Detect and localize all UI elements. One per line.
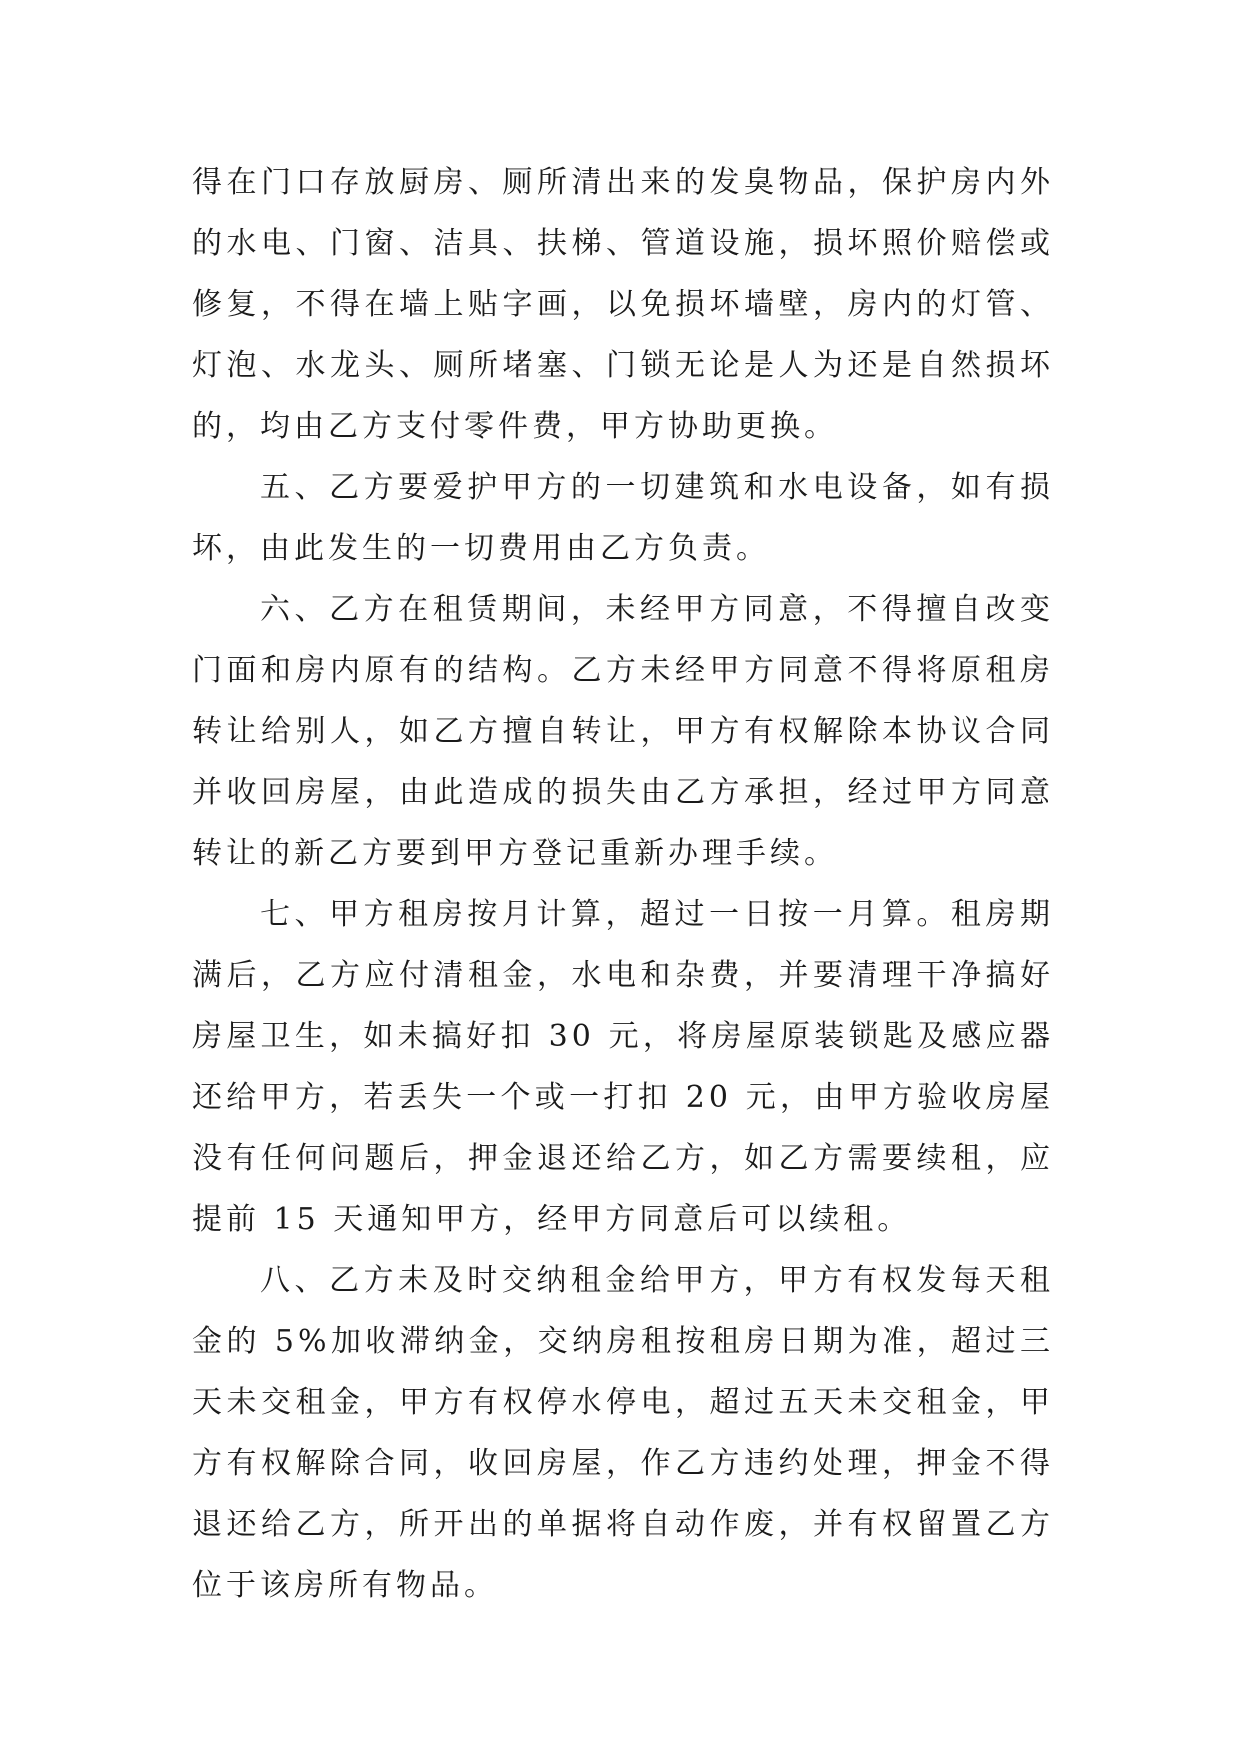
paragraph-clause-8: 八、乙方未及时交纳租金给甲方，甲方有权发每天租金的 5%加收滞纳金，交纳房租按租房日期为准，超过三天未交租金，甲方有权停水停电，超过五天未交租金，甲方有权解除合同，收回房屋，作乙方违约处理，押金不得退还给乙方，所开出的单据将自动作废，并有权留置乙方位于该房所有物品。 [192,1263,1054,1603]
paragraph-continuation: 得在门口存放厨房、厕所清出来的发臭物品，保护房内外的水电、门窗、洁具、扶梯、管道设施，损坏照价赔偿或修复，不得在墙上贴字画，以免损坏墙壁，房内的灯管、灯泡、水龙头、厕所堵塞、门锁无论是人为还是自然损坏的，均由乙方支付零件费，甲方协助更换。 [192,165,1054,444]
document-body [192,152,1054,1616]
paragraph-clause-7: 七、甲方租房按月计算，超过一日按一月算。租房期满后，乙方应付清租金，水电和杂费，并要清理干净搞好房屋卫生，如未搞好扣 30 元，将房屋原装锁匙及感应器还给甲方，若丢失一个或一打扣 20 元，由甲方验收房屋没有任何问题后，押金退还给乙方，如乙方需要续租，应提前 15 天通知甲方，经甲方同意后可以续租。 [192,897,1054,1237]
paragraph-clause-5: 五、乙方要爱护甲方的一切建筑和水电设备，如有损坏，由此发生的一切费用由乙方负责。 [192,470,1054,566]
paragraph-clause-6: 六、乙方在租赁期间，未经甲方同意，不得擅自改变门面和房内原有的结构。乙方未经甲方同意不得将原租房转让给别人，如乙方擅自转让，甲方有权解除本协议合同并收回房屋，由此造成的损失由乙方承担，经过甲方同意转让的新乙方要到甲方登记重新办理手续。 [192,592,1054,871]
